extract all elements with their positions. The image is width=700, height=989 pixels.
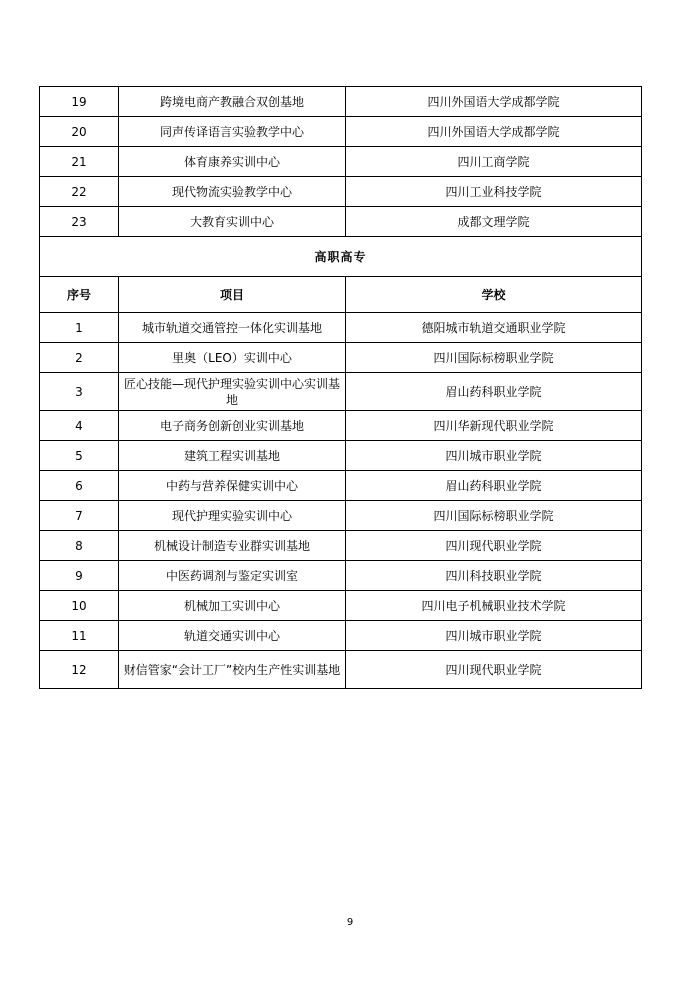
header-row (40, 277, 642, 313)
section-row (40, 237, 642, 277)
school-name: 四川国际标榜职业学院 (346, 343, 642, 373)
school-name: 四川科技职业学院 (346, 561, 642, 591)
school-name: 四川外国语大学成都学院 (346, 87, 642, 117)
project-name: 中医药调剂与鉴定实训室 (119, 561, 346, 591)
project-name: 机械设计制造专业群实训基地 (119, 531, 346, 561)
row-number: 6 (40, 471, 119, 501)
table-row (40, 343, 642, 373)
school-name: 四川外国语大学成都学院 (346, 117, 642, 147)
row-number: 22 (40, 177, 119, 207)
school-name: 四川国际标榜职业学院 (346, 501, 642, 531)
row-number: 12 (40, 651, 119, 689)
project-name: 同声传译语言实验教学中心 (119, 117, 346, 147)
school-name: 四川城市职业学院 (346, 441, 642, 471)
project-name: 财信管家“会计工厂”校内生产性实训基地 (119, 651, 346, 689)
table-row (40, 117, 642, 147)
project-name: 大教育实训中心 (119, 207, 346, 237)
table-row (40, 471, 642, 501)
row-number: 20 (40, 117, 119, 147)
table-row (40, 621, 642, 651)
school-name: 四川现代职业学院 (346, 531, 642, 561)
header-project: 项目 (119, 277, 346, 313)
project-name: 现代物流实验教学中心 (119, 177, 346, 207)
school-name: 四川现代职业学院 (346, 651, 642, 689)
project-name: 中药与营养保健实训中心 (119, 471, 346, 501)
page-number: 9 (346, 917, 354, 928)
table-row (40, 501, 642, 531)
project-table (39, 86, 642, 689)
table-row (40, 207, 642, 237)
row-number: 3 (40, 373, 119, 411)
section-title: 高职高专 (40, 237, 642, 277)
row-number: 9 (40, 561, 119, 591)
project-name: 城市轨道交通管控一体化实训基地 (119, 313, 346, 343)
school-name: 眉山药科职业学院 (346, 471, 642, 501)
row-number: 10 (40, 591, 119, 621)
school-name: 四川电子机械职业技术学院 (346, 591, 642, 621)
row-number: 8 (40, 531, 119, 561)
school-name: 眉山药科职业学院 (346, 373, 642, 411)
project-name: 跨境电商产教融合双创基地 (119, 87, 346, 117)
table-row (40, 373, 642, 411)
row-number: 21 (40, 147, 119, 177)
table-row (40, 441, 642, 471)
header-school: 学校 (346, 277, 642, 313)
row-number: 4 (40, 411, 119, 441)
project-name: 建筑工程实训基地 (119, 441, 346, 471)
row-number: 2 (40, 343, 119, 373)
table-row (40, 313, 642, 343)
table-row (40, 87, 642, 117)
header-number: 序号 (40, 277, 119, 313)
table-row (40, 411, 642, 441)
project-name: 电子商务创新创业实训基地 (119, 411, 346, 441)
row-number: 19 (40, 87, 119, 117)
row-number: 7 (40, 501, 119, 531)
school-name: 四川工商学院 (346, 147, 642, 177)
row-number: 5 (40, 441, 119, 471)
project-name: 里奥（LEO）实训中心 (119, 343, 346, 373)
table-row (40, 531, 642, 561)
table-row (40, 177, 642, 207)
project-name: 轨道交通实训中心 (119, 621, 346, 651)
table-row (40, 561, 642, 591)
school-name: 成都文理学院 (346, 207, 642, 237)
school-name: 四川工业科技学院 (346, 177, 642, 207)
table-row (40, 591, 642, 621)
school-name: 四川城市职业学院 (346, 621, 642, 651)
school-name: 四川华新现代职业学院 (346, 411, 642, 441)
project-name: 机械加工实训中心 (119, 591, 346, 621)
row-number: 11 (40, 621, 119, 651)
school-name: 德阳城市轨道交通职业学院 (346, 313, 642, 343)
project-name: 匠心技能—现代护理实验实训中心实训基地 (119, 373, 346, 411)
row-number: 23 (40, 207, 119, 237)
row-number: 1 (40, 313, 119, 343)
table-row (40, 147, 642, 177)
project-name: 现代护理实验实训中心 (119, 501, 346, 531)
table-row (40, 651, 642, 689)
project-name: 体育康养实训中心 (119, 147, 346, 177)
